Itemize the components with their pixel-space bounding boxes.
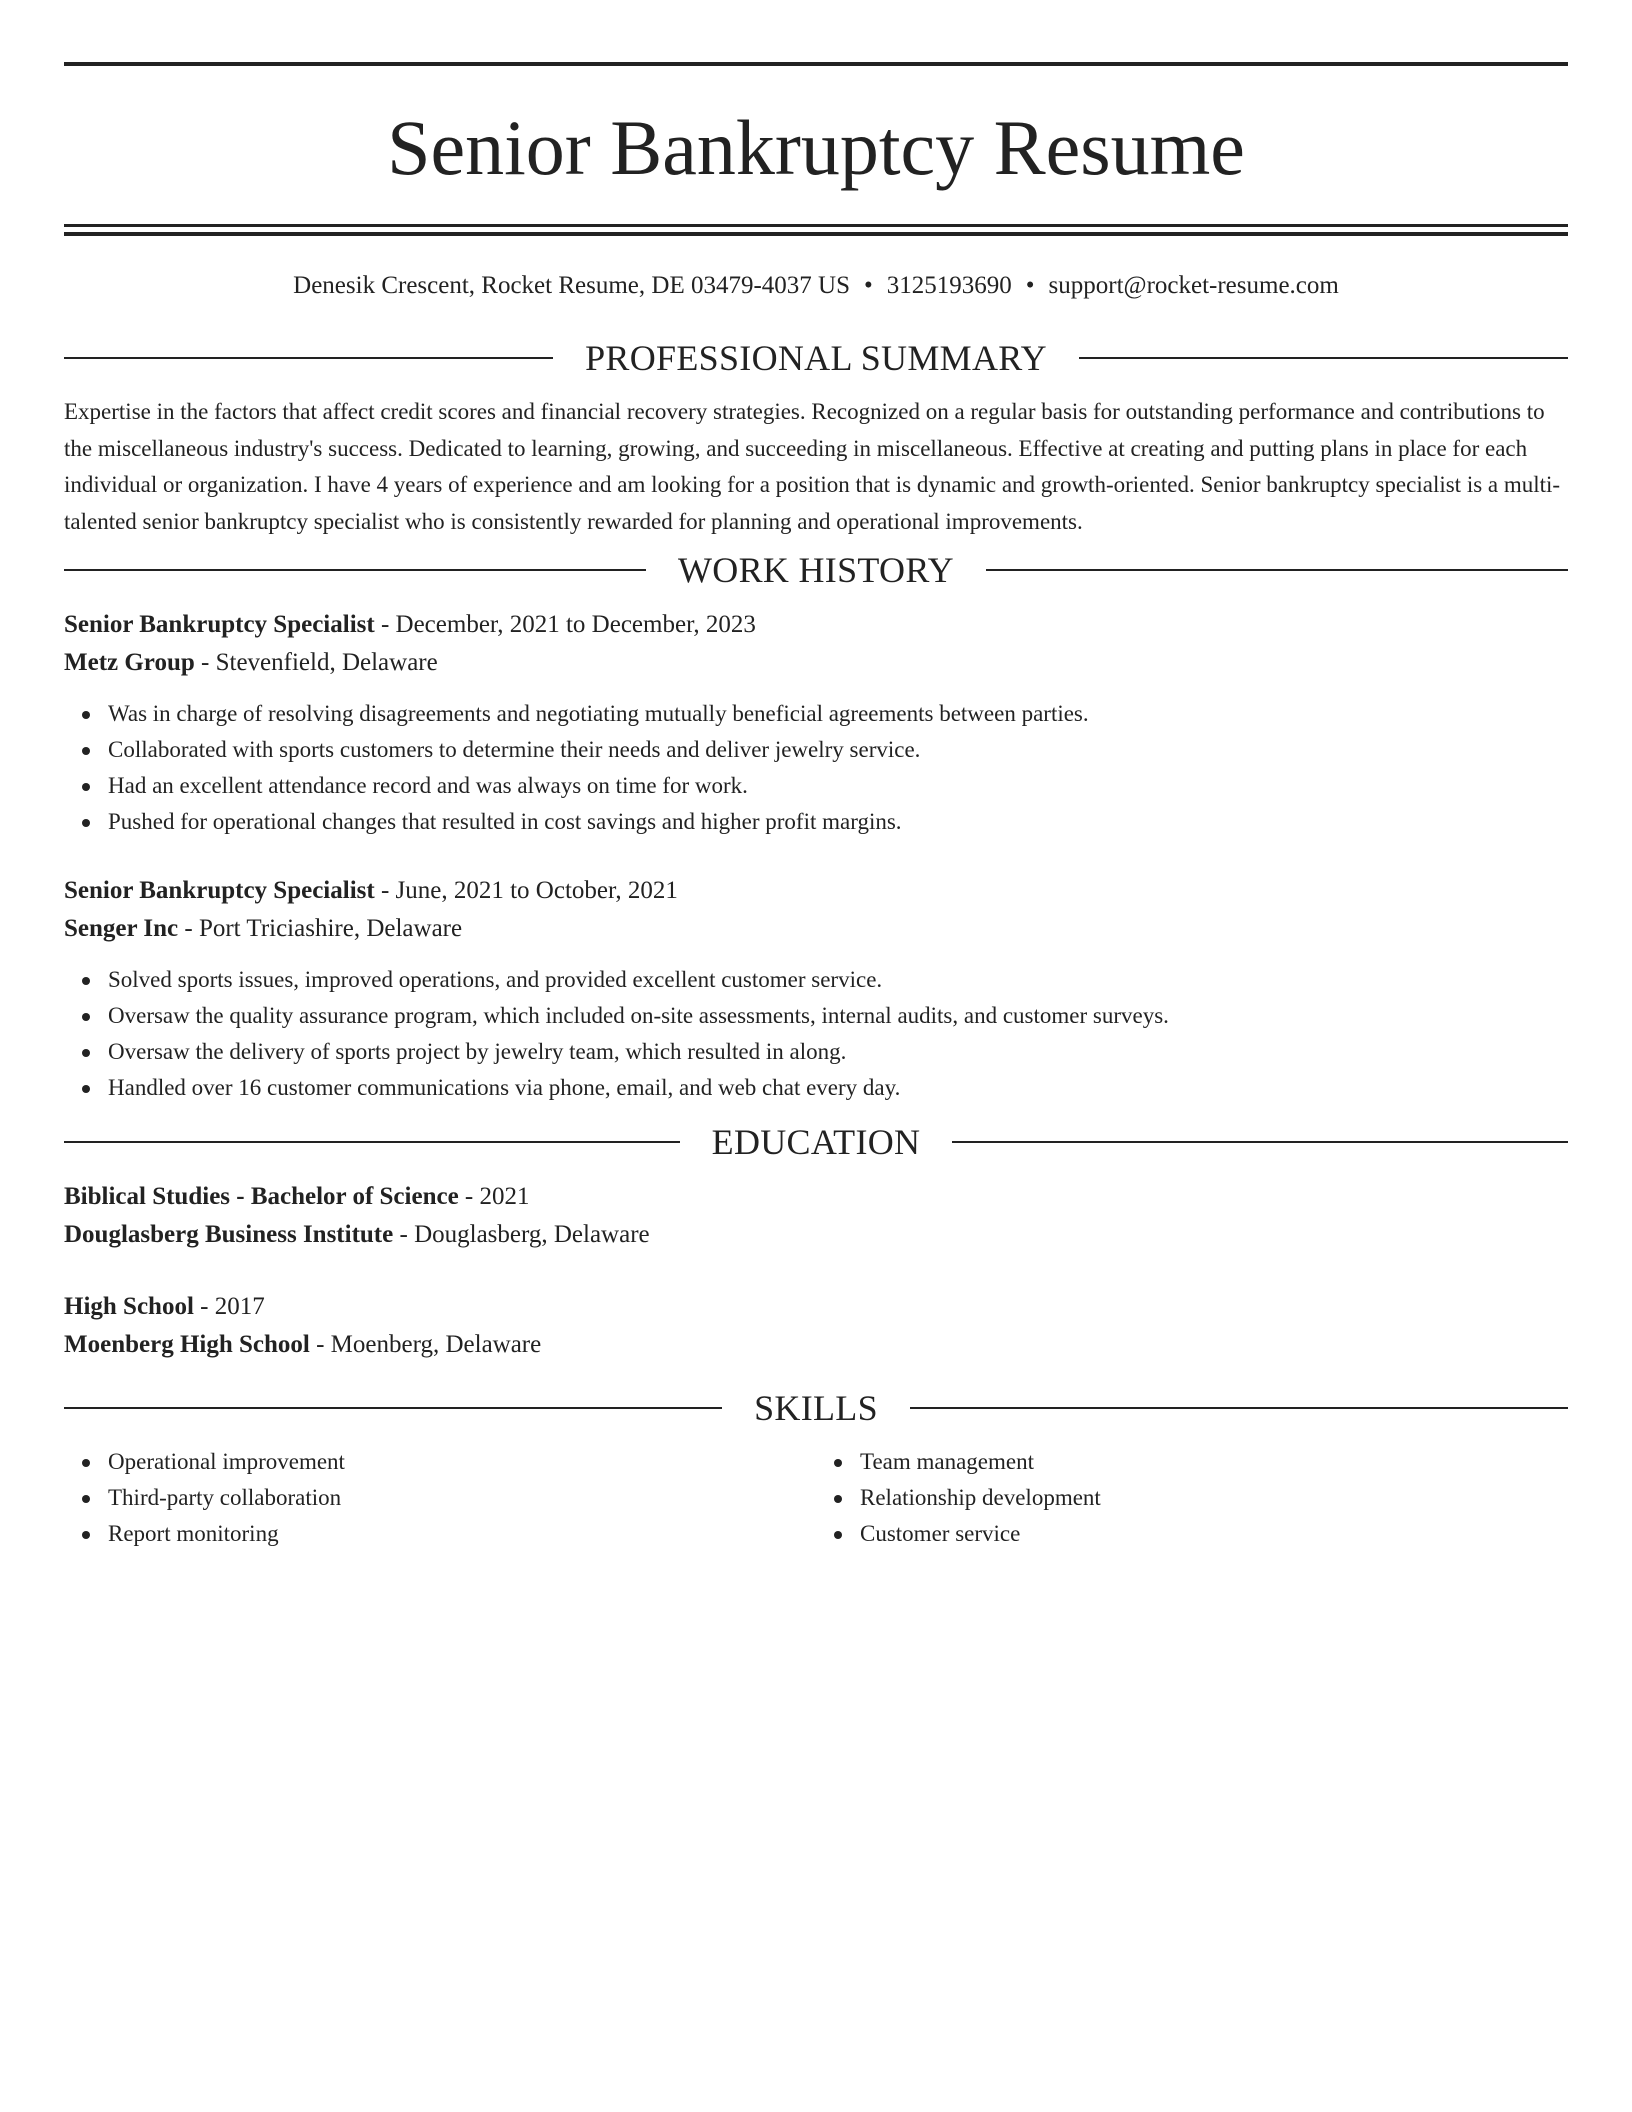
contact-address: Denesik Crescent, Rocket Resume, DE 03479-4037 US [293,272,851,299]
job-bullet: Was in charge of resolving disagreements and negotiating mutually beneficial agreements between parties. [108,696,1568,732]
section-rule [910,1407,1568,1409]
resume-title: Senior Bankruptcy Resume [387,104,1245,191]
dash: - [458,1183,480,1210]
job-title-line [64,606,1568,644]
skill-item: Team management [860,1444,1568,1480]
section-header-education [64,1120,1568,1164]
skills-column-right [816,1444,1568,1552]
section-rule [64,1141,680,1143]
dash: - [178,915,199,942]
section-rule [64,1407,722,1409]
section-rule [952,1141,1568,1143]
job-entry [64,606,1568,840]
dash: - [393,1221,415,1248]
dash: - [374,611,396,638]
education-school: Moenberg High School [64,1331,310,1358]
education-location: Douglasberg, Delaware [414,1221,650,1248]
education-degree: Biblical Studies - Bachelor of Science [64,1183,459,1210]
job-company-line [64,910,1568,948]
section-title-skills: SKILLS [754,1388,878,1428]
job-title: Senior Bankruptcy Specialist [64,877,375,904]
skills-column-left [64,1444,816,1552]
contact-phone: 3125193690 [886,272,1012,299]
job-company: Metz Group [64,649,195,676]
skill-item: Operational improvement [108,1444,816,1480]
skill-item: Relationship development [860,1480,1568,1516]
contact-line [64,270,1568,302]
section-title-education: EDUCATION [711,1122,921,1162]
job-title: Senior Bankruptcy Specialist [64,611,375,638]
section-header-work [64,548,1568,592]
education-entry [64,1178,1568,1254]
skills-grid [64,1444,1568,1552]
job-bullet: Solved sports issues, improved operations, and provided excellent customer service. [108,962,1568,998]
job-location: Stevenfield, Delaware [215,649,438,676]
section-rule [64,569,646,571]
skill-item: Third-party collaboration [108,1480,816,1516]
title-double-rule [64,224,1568,236]
job-bullet: Oversaw the delivery of sports project by jewelry team, which resulted in along. [108,1034,1568,1070]
education-degree: High School [64,1293,194,1320]
section-header-summary [64,336,1568,380]
education-year: 2017 [214,1293,265,1320]
job-title-line [64,872,1568,910]
education-school-line [64,1326,1568,1364]
dash: - [194,649,216,676]
job-bullets [64,696,1568,840]
job-location: Port Triciashire, Delaware [198,915,463,942]
job-bullet: Collaborated with sports customers to determine their needs and deliver jewelry service. [108,732,1568,768]
job-dates: December, 2021 to December, 2023 [395,611,756,638]
contact-email: support@rocket-resume.com [1048,272,1339,299]
section-rule [64,357,553,359]
job-dates: June, 2021 to October, 2021 [395,877,678,904]
education-degree-line [64,1288,1568,1326]
education-school: Douglasberg Business Institute [64,1221,394,1248]
education-location: Moenberg, Delaware [330,1331,542,1358]
job-company-line [64,644,1568,682]
section-title-work: WORK HISTORY [678,550,954,590]
dash: - [374,877,396,904]
section-title-summary: PROFESSIONAL SUMMARY [585,338,1047,378]
job-bullet: Pushed for operational changes that resulted in cost savings and higher profit margins. [108,804,1568,840]
summary-text: Expertise in the factors that affect credit scores and financial recovery strategies. Recognized on a regular basis for outstanding performance and contributions to the miscellaneous industry's success. Dedicated to learning, growing, and succeeding in miscellaneous. Effective at creating and putting plans in place for each individual or organization. I have 4 years of experience and am looking for a position that is dynamic and growth-oriented. Senior bankruptcy specialist is a multi-talented senior bankruptcy specialist who is consistently rewarded for planning and operational improvements. [64,399,1561,534]
job-bullets [64,962,1568,1106]
skill-item: Customer service [860,1516,1568,1552]
education-year: 2021 [479,1183,530,1210]
job-company: Senger Inc [64,915,179,942]
job-bullet: Oversaw the quality assurance program, which included on-site assessments, internal audits, and customer surveys. [108,998,1568,1034]
top-rule [64,62,1568,66]
education-degree-line [64,1178,1568,1216]
dash: - [309,1331,331,1358]
contact-separator: • [1025,272,1035,299]
contact-separator: • [864,272,873,299]
section-header-skills [64,1386,1568,1430]
job-bullet: Had an excellent attendance record and was always on time for work. [108,768,1568,804]
job-entry [64,872,1568,1106]
section-rule [1079,357,1568,359]
job-bullet: Handled over 16 customer communications via phone, email, and web chat every day. [108,1070,1568,1106]
section-rule [986,569,1568,571]
education-entry [64,1288,1568,1364]
education-school-line [64,1216,1568,1254]
dash: - [193,1293,215,1320]
skill-item: Report monitoring [108,1516,816,1552]
